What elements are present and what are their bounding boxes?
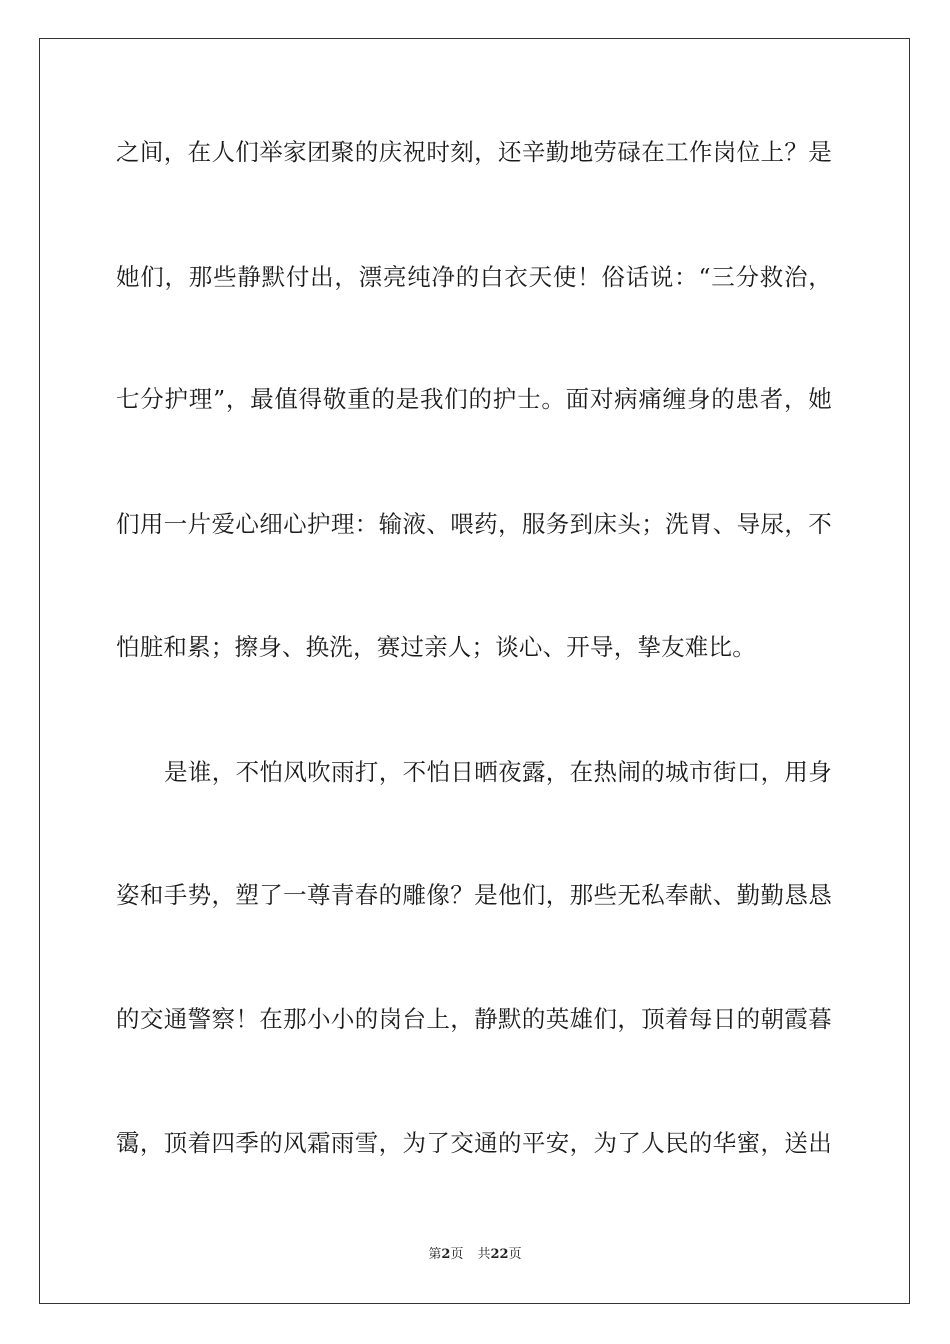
text-line-4: 们用一片爱心细心护理：输液、喂药，服务到床头；洗胃、导尿，不 — [116, 510, 832, 538]
text-line-5: 怕脏和累；擦身、换洗，赛过亲人；谈心、开导，挚友难比。 — [116, 633, 756, 661]
text-line-1: 之间，在人们举家团聚的庆祝时刻，还辛勤地劳碌在工作岗位上？是 — [116, 138, 832, 166]
page-current: 2 — [441, 1247, 451, 1262]
text-line-2: 她们，那些静默付出，漂亮纯净的白衣天使！俗话说：“三分救治， — [116, 263, 832, 291]
text-line-8: 的交通警察！在那小小的岗台上，静默的英雄们，顶着每日的朝霞暮 — [116, 1005, 832, 1033]
text-line-3: 七分护理”，最值得敬重的是我们的护士。面对病痛缠身的患者，她 — [116, 385, 832, 413]
text-line-7: 姿和手势，塑了一尊青春的雕像？是他们，那些无私奉献、勤勤恳恳 — [116, 881, 832, 909]
page-prefix: 第 — [428, 1247, 442, 1262]
page-total: 22 — [490, 1247, 509, 1262]
text-line-9: 霭，顶着四季的风霜雨雪，为了交通的平安，为了人民的华蜜，送出 — [116, 1129, 832, 1157]
total-suffix: 页 — [508, 1247, 522, 1262]
page-border — [39, 38, 910, 1304]
text-line-6: 是谁，不怕风吹雨打，不怕日晒夜露，在热闹的城市街口，用身 — [164, 758, 832, 786]
total-prefix: 共 — [477, 1247, 491, 1262]
page-suffix: 页 — [450, 1247, 464, 1262]
page-footer — [0, 1246, 950, 1264]
